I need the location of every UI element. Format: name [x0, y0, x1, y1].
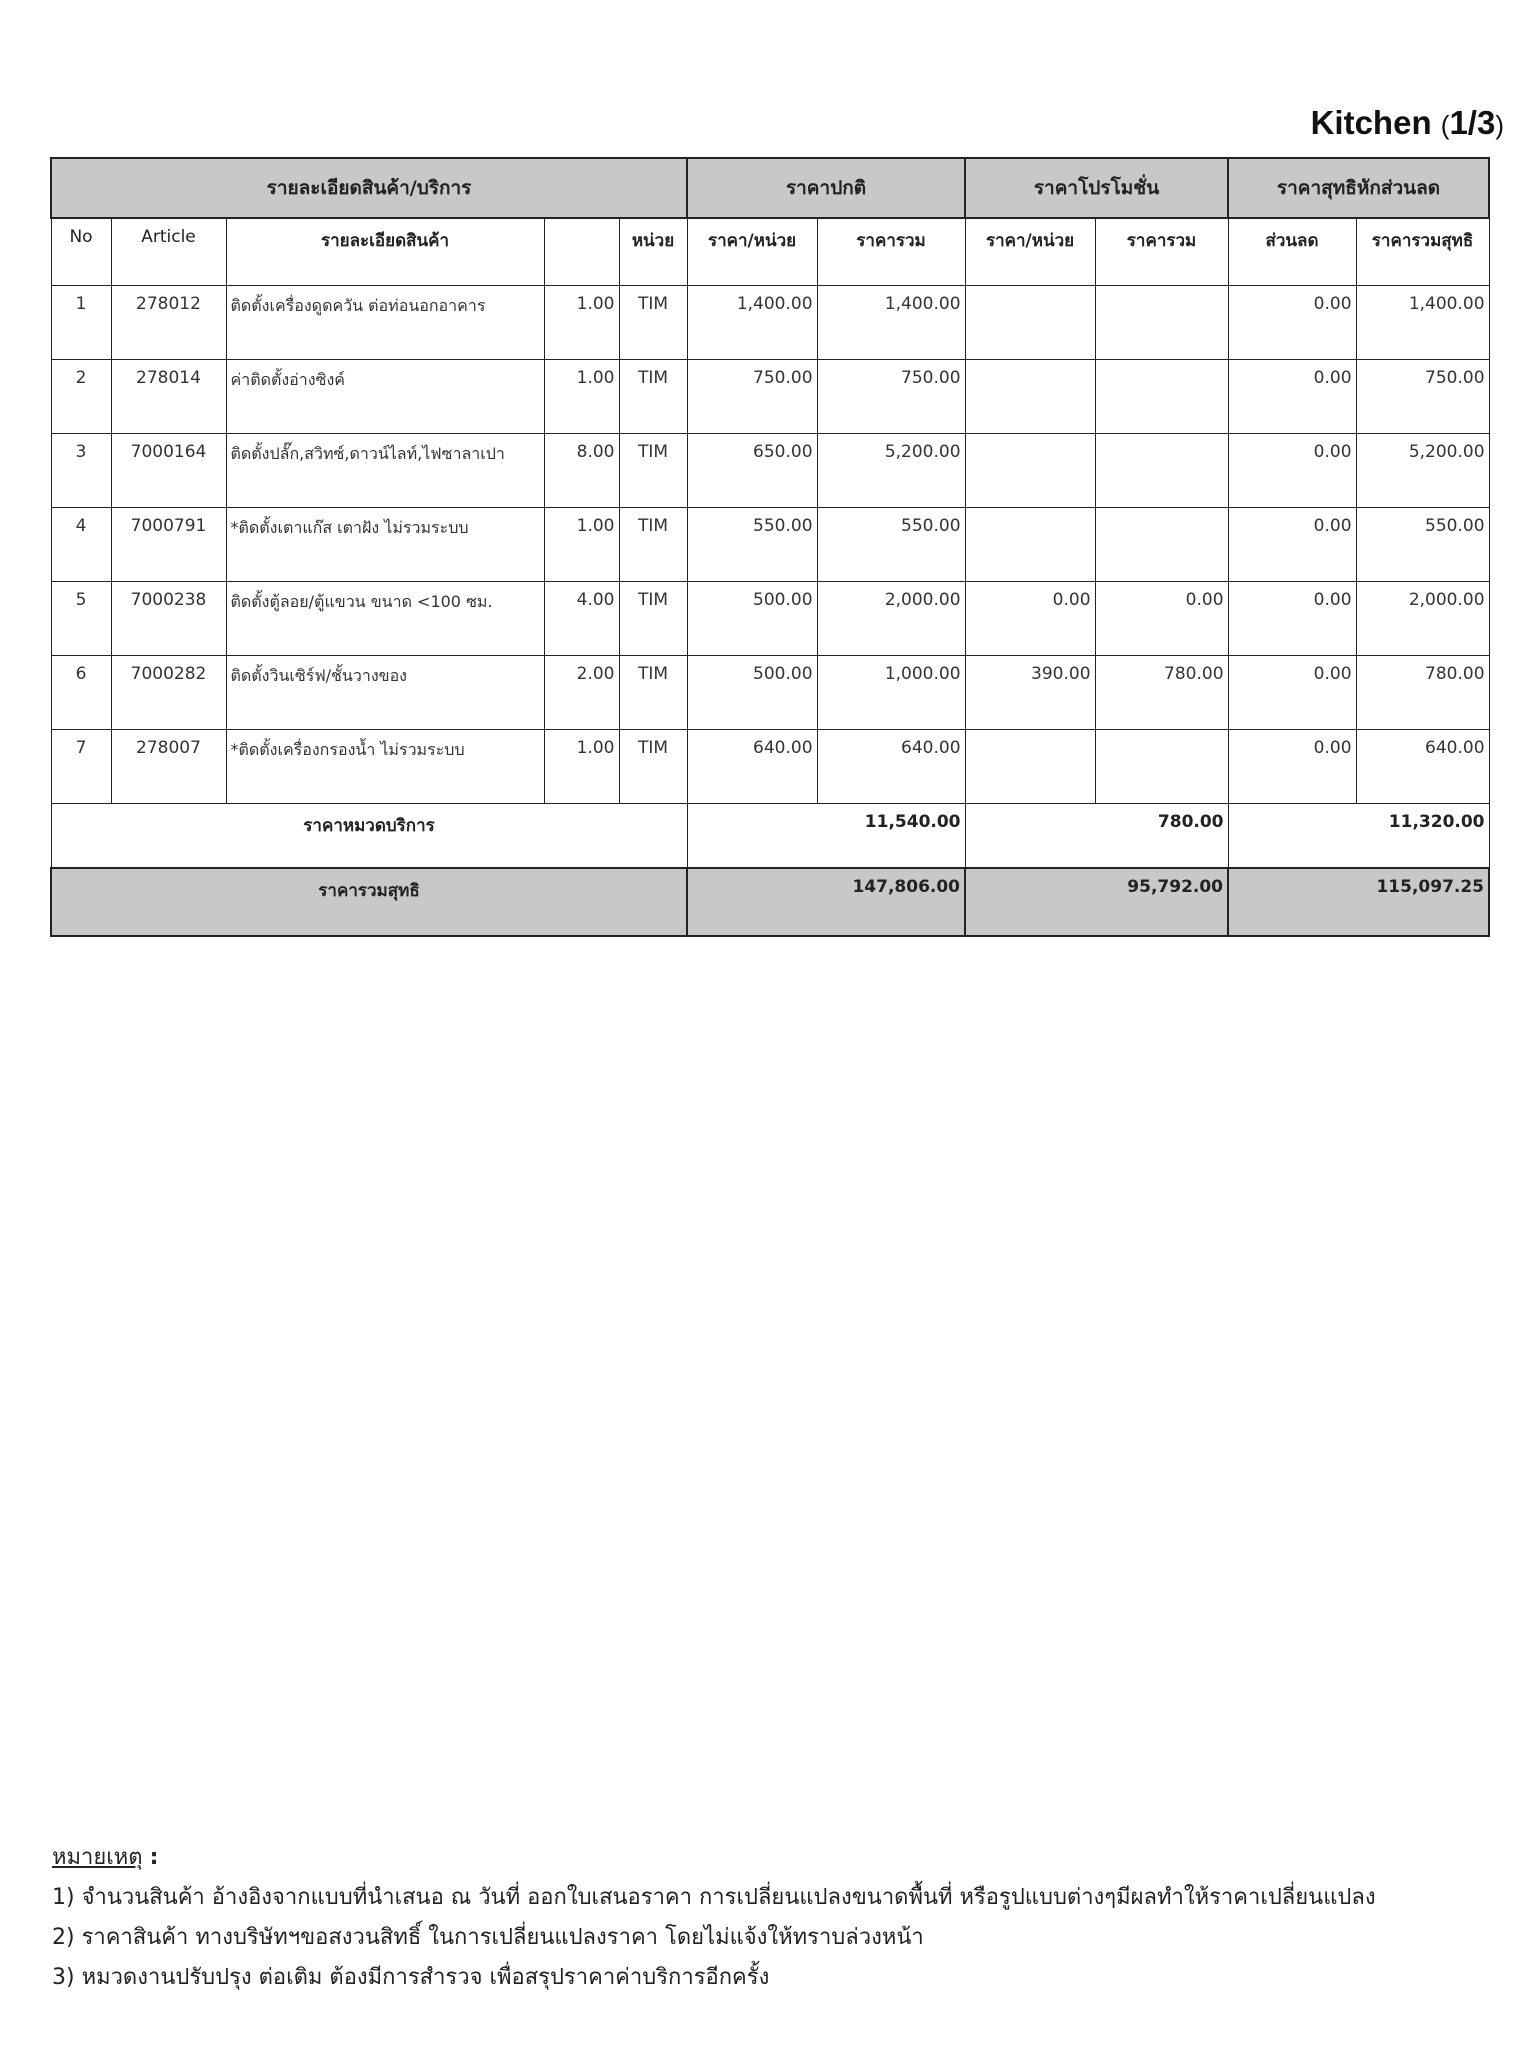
cell-promo-total	[1095, 508, 1228, 582]
page-number: 1/3	[1449, 104, 1496, 141]
page-paren-open: (	[1440, 110, 1450, 140]
cell-no: 5	[51, 582, 111, 656]
cell-net-total: 2,000.00	[1356, 582, 1489, 656]
cell-total: 1,400.00	[817, 286, 965, 360]
cell-article: 278007	[111, 730, 226, 804]
cell-unit-price: 650.00	[687, 434, 817, 508]
grand-total-label: ราคารวมสุทธิ	[51, 868, 687, 936]
cell-unit-price: 550.00	[687, 508, 817, 582]
cell-article: 278014	[111, 360, 226, 434]
cell-unit: TIM	[619, 286, 687, 360]
cell-unit-price: 640.00	[687, 730, 817, 804]
table-row	[51, 656, 1489, 730]
cell-promo-total: 780.00	[1095, 656, 1228, 730]
cell-qty: 8.00	[544, 434, 619, 508]
subtotal-row	[51, 804, 1489, 869]
cell-desc: *ติดตั้งเตาแก๊ส เตาฝัง ไม่รวมระบบ	[226, 508, 544, 582]
col-promo-total: ราคารวม	[1095, 218, 1228, 286]
cell-qty: 1.00	[544, 360, 619, 434]
cell-discount: 0.00	[1228, 360, 1356, 434]
cell-no: 7	[51, 730, 111, 804]
table-row	[51, 360, 1489, 434]
group-header-row	[51, 158, 1489, 218]
cell-promo-unit	[965, 360, 1095, 434]
col-promo-unit-price: ราคา/หน่วย	[965, 218, 1095, 286]
grand-total-promo: 95,792.00	[965, 868, 1228, 936]
cell-unit: TIM	[619, 656, 687, 730]
col-article: Article	[111, 218, 226, 286]
note-line: 3) หมวดงานปรับปรุง ต่อเติม ต้องมีการสำรวจ เพื่อสรุปราคาค่าบริการอีกครั้ง	[52, 1965, 770, 1990]
page-title	[1311, 104, 1504, 142]
cell-desc: ติดตั้งเครื่องดูดควัน ต่อท่อนอกอาคาร	[226, 286, 544, 360]
cell-total: 1,000.00	[817, 656, 965, 730]
cell-promo-unit	[965, 286, 1095, 360]
group-details: รายละเอียดสินค้า/บริการ	[51, 158, 687, 218]
cell-unit-price: 750.00	[687, 360, 817, 434]
col-discount: ส่วนลด	[1228, 218, 1356, 286]
group-net-price: ราคาสุทธิหักส่วนลด	[1228, 158, 1489, 218]
cell-unit-price: 500.00	[687, 582, 817, 656]
cell-unit: TIM	[619, 508, 687, 582]
table-row	[51, 730, 1489, 804]
cell-unit: TIM	[619, 360, 687, 434]
grand-total-net: 115,097.25	[1228, 868, 1489, 936]
cell-promo-unit	[965, 508, 1095, 582]
cell-discount: 0.00	[1228, 434, 1356, 508]
cell-discount: 0.00	[1228, 656, 1356, 730]
col-qty	[544, 218, 619, 286]
cell-article: 7000164	[111, 434, 226, 508]
cell-promo-total	[1095, 730, 1228, 804]
table-row	[51, 582, 1489, 656]
cell-unit: TIM	[619, 582, 687, 656]
grand-total-row	[51, 868, 1489, 936]
cell-desc: ติดตั้งปลั๊ก,สวิทซ์,ดาวน์ไลท์,ไฟซาลาเปา	[226, 434, 544, 508]
cell-promo-total	[1095, 434, 1228, 508]
cell-promo-unit	[965, 730, 1095, 804]
cell-net-total: 5,200.00	[1356, 434, 1489, 508]
cell-unit: TIM	[619, 434, 687, 508]
cell-article: 7000791	[111, 508, 226, 582]
subtotal-label: ราคาหมวดบริการ	[51, 804, 687, 869]
cell-qty: 2.00	[544, 656, 619, 730]
cell-qty: 1.00	[544, 730, 619, 804]
cell-total: 550.00	[817, 508, 965, 582]
col-desc: รายละเอียดสินค้า	[226, 218, 544, 286]
cell-unit-price: 1,400.00	[687, 286, 817, 360]
subtotal-promo: 780.00	[965, 804, 1228, 869]
notes-colon: :	[149, 1845, 159, 1870]
col-net-total: ราคารวมสุทธิ	[1356, 218, 1489, 286]
cell-total: 5,200.00	[817, 434, 965, 508]
cell-article: 7000282	[111, 656, 226, 730]
col-unit: หน่วย	[619, 218, 687, 286]
table-row	[51, 434, 1489, 508]
cell-no: 2	[51, 360, 111, 434]
cell-article: 278012	[111, 286, 226, 360]
table-row	[51, 286, 1489, 360]
cell-promo-total	[1095, 360, 1228, 434]
col-no: No	[51, 218, 111, 286]
cell-promo-unit: 0.00	[965, 582, 1095, 656]
col-unit-price: ราคา/หน่วย	[687, 218, 817, 286]
cell-promo-total	[1095, 286, 1228, 360]
cell-net-total: 750.00	[1356, 360, 1489, 434]
col-total: ราคารวม	[817, 218, 965, 286]
cell-desc: *ติดตั้งเครื่องกรองน้ำ ไม่รวมระบบ	[226, 730, 544, 804]
note-line: 1) จำนวนสินค้า อ้างอิงจากแบบที่นำเสนอ ณ วันที่ ออกใบเสนอราคา การเปลี่ยนแปลงขนาดพื้นที่ หรือรูปแบบต่างๆมีผลทำให้ราคาเปลี่ยนแปลง	[52, 1885, 1376, 1910]
cell-no: 3	[51, 434, 111, 508]
cell-unit-price: 500.00	[687, 656, 817, 730]
cell-desc: ติดตั้งตู้ลอย/ตู้แขวน ขนาด <100 ซม.	[226, 582, 544, 656]
cell-no: 6	[51, 656, 111, 730]
cell-net-total: 1,400.00	[1356, 286, 1489, 360]
cell-article: 7000238	[111, 582, 226, 656]
cell-net-total: 550.00	[1356, 508, 1489, 582]
cell-discount: 0.00	[1228, 730, 1356, 804]
subtotal-net: 11,320.00	[1228, 804, 1489, 869]
cell-discount: 0.00	[1228, 582, 1356, 656]
cell-promo-unit: 390.00	[965, 656, 1095, 730]
cell-no: 4	[51, 508, 111, 582]
cell-discount: 0.00	[1228, 508, 1356, 582]
subtotal-regular: 11,540.00	[687, 804, 965, 869]
group-promo-price: ราคาโปรโมชั่น	[965, 158, 1228, 218]
notes-heading-line	[52, 1838, 1376, 1878]
cell-net-total: 640.00	[1356, 730, 1489, 804]
cell-total: 2,000.00	[817, 582, 965, 656]
cell-total: 750.00	[817, 360, 965, 434]
cell-qty: 1.00	[544, 286, 619, 360]
quotation-table	[50, 157, 1490, 937]
note-line: 2) ราคาสินค้า ทางบริษัทฯขอสงวนสิทธิ์ ในการเปลี่ยนแปลงราคา โดยไม่แจ้งให้ทราบล่วงหน้า	[52, 1925, 924, 1950]
title-text: Kitchen	[1310, 104, 1432, 141]
group-regular-price: ราคาปกติ	[687, 158, 965, 218]
cell-total: 640.00	[817, 730, 965, 804]
cell-promo-unit	[965, 434, 1095, 508]
column-header-row	[51, 218, 1489, 286]
cell-qty: 1.00	[544, 508, 619, 582]
grand-total-regular: 147,806.00	[687, 868, 965, 936]
cell-unit: TIM	[619, 730, 687, 804]
notes-heading: หมายเหตุ	[52, 1845, 143, 1870]
notes-section	[52, 1838, 1376, 1998]
cell-no: 1	[51, 286, 111, 360]
cell-qty: 4.00	[544, 582, 619, 656]
cell-net-total: 780.00	[1356, 656, 1489, 730]
cell-discount: 0.00	[1228, 286, 1356, 360]
cell-desc: ติดตั้งวินเซิร์ฟ/ชั้นวางของ	[226, 656, 544, 730]
page-paren-close: )	[1495, 110, 1504, 140]
table-row	[51, 508, 1489, 582]
cell-promo-total: 0.00	[1095, 582, 1228, 656]
cell-desc: ค่าติดตั้งอ่างซิงค์	[226, 360, 544, 434]
